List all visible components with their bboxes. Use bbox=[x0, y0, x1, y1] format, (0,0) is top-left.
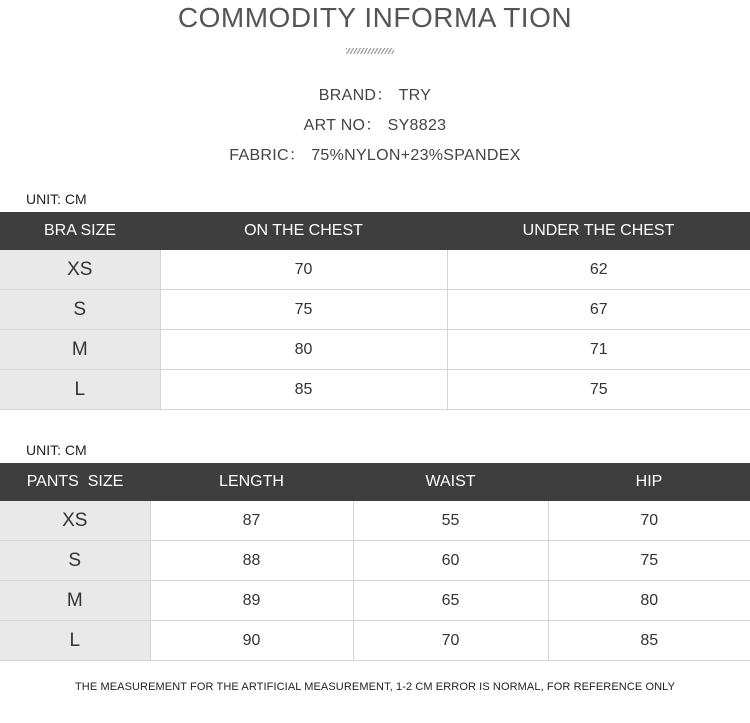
header-bra-size: BRA SIZE bbox=[0, 212, 160, 250]
table-header-row bbox=[0, 212, 750, 250]
pants-size-table bbox=[0, 463, 750, 661]
table-cell: 85 bbox=[548, 621, 750, 661]
size-cell: S bbox=[0, 290, 160, 330]
table-cell: 88 bbox=[150, 541, 353, 581]
table-cell: 75 bbox=[160, 290, 447, 330]
fabric-value: 75%NYLON+23%SPANDEX bbox=[311, 147, 521, 164]
table-cell: 80 bbox=[160, 330, 447, 370]
bra-size-table bbox=[0, 212, 750, 410]
bra-unit-label: UNIT: CM bbox=[26, 191, 87, 207]
table-cell: 55 bbox=[353, 501, 548, 541]
pants-unit-label: UNIT: CM bbox=[26, 442, 87, 458]
table-cell: 80 bbox=[548, 581, 750, 621]
table-row bbox=[0, 290, 750, 330]
table-cell: 90 bbox=[150, 621, 353, 661]
size-cell: L bbox=[0, 370, 160, 410]
table-row bbox=[0, 581, 750, 621]
title-divider bbox=[346, 48, 394, 54]
size-cell: M bbox=[0, 581, 150, 621]
header-waist: WAIST bbox=[353, 463, 548, 501]
size-cell: XS bbox=[0, 250, 160, 290]
header-under-the-chest: UNDER THE CHEST bbox=[447, 212, 750, 250]
table-cell: 75 bbox=[447, 370, 750, 410]
table-row bbox=[0, 250, 750, 290]
table-cell: 87 bbox=[150, 501, 353, 541]
table-cell: 62 bbox=[447, 250, 750, 290]
size-cell: M bbox=[0, 330, 160, 370]
table-cell: 75 bbox=[548, 541, 750, 581]
art-no-label: ART NO： bbox=[303, 117, 382, 134]
brand-value: TRY bbox=[398, 87, 432, 104]
table-row bbox=[0, 330, 750, 370]
measurement-note: THE MEASUREMENT FOR THE ARTIFICIAL MEASUREMENT, 1-2 CM ERROR IS NORMAL, FOR REFERENCE ONLY bbox=[74, 681, 676, 693]
table-row bbox=[0, 501, 750, 541]
table-row bbox=[0, 541, 750, 581]
art-no-line bbox=[0, 112, 750, 135]
table-row bbox=[0, 370, 750, 410]
table-cell: 89 bbox=[150, 581, 353, 621]
table-header-row bbox=[0, 463, 750, 501]
size-cell: S bbox=[0, 541, 150, 581]
table-cell: 71 bbox=[447, 330, 750, 370]
header-pants-size: PANTS SIZE bbox=[0, 463, 150, 501]
brand-label: BRAND： bbox=[318, 87, 393, 104]
header-length: LENGTH bbox=[150, 463, 353, 501]
size-cell: L bbox=[0, 621, 150, 661]
fabric-label: FABRIC： bbox=[229, 147, 306, 164]
header-on-the-chest: ON THE CHEST bbox=[160, 212, 447, 250]
table-cell: 70 bbox=[160, 250, 447, 290]
table-cell: 67 bbox=[447, 290, 750, 330]
brand-line bbox=[0, 82, 750, 105]
art-no-value: SY8823 bbox=[387, 117, 447, 134]
fabric-line bbox=[0, 142, 750, 165]
page-title: COMMODITY INFORMA TION bbox=[177, 2, 573, 33]
size-cell: XS bbox=[0, 501, 150, 541]
header-hip: HIP bbox=[548, 463, 750, 501]
table-cell: 65 bbox=[353, 581, 548, 621]
table-row bbox=[0, 621, 750, 661]
table-cell: 70 bbox=[353, 621, 548, 661]
table-cell: 60 bbox=[353, 541, 548, 581]
table-cell: 70 bbox=[548, 501, 750, 541]
table-cell: 85 bbox=[160, 370, 447, 410]
